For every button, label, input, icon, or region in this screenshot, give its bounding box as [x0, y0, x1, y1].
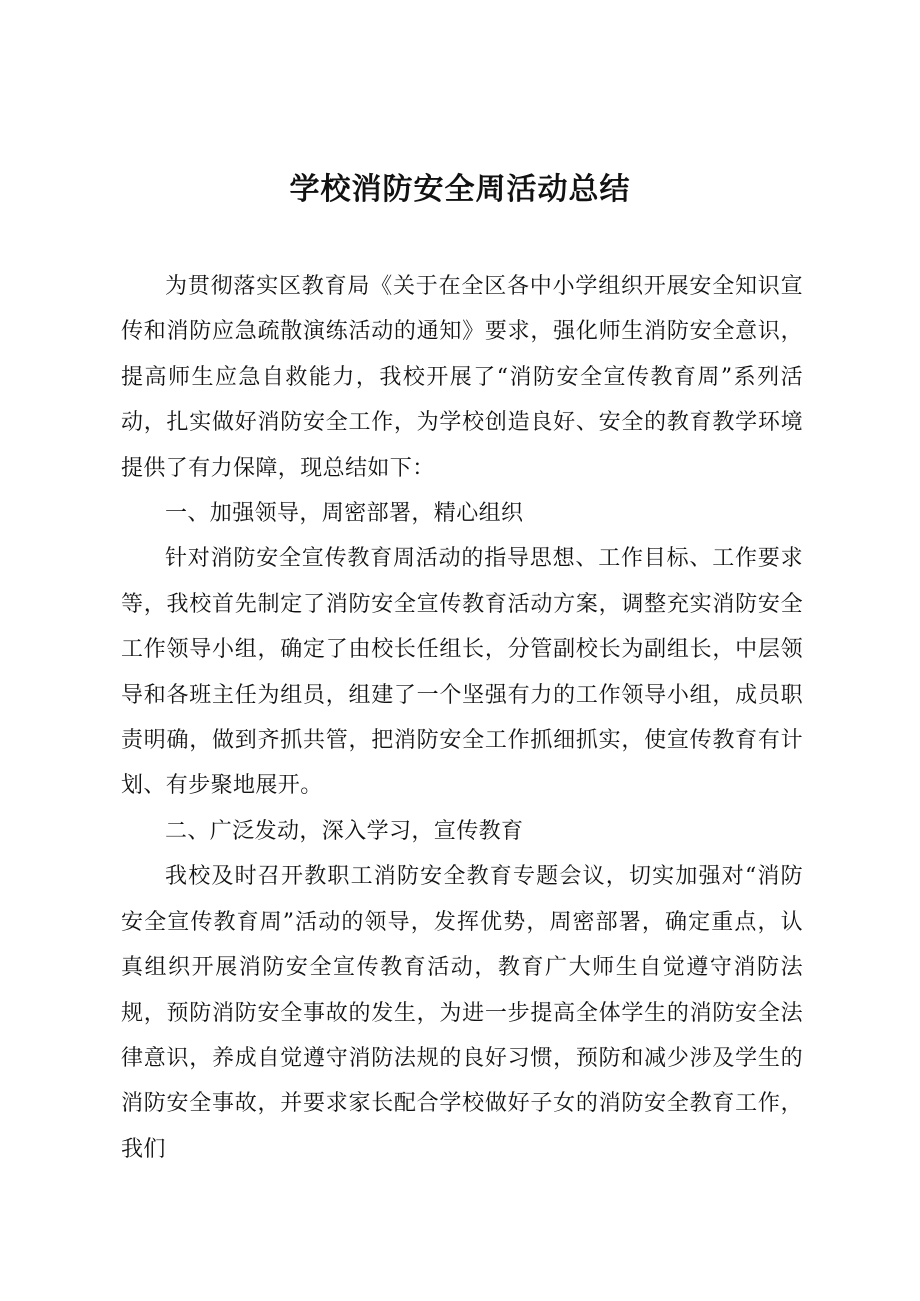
paragraph-section-1: 针对消防安全宣传教育周活动的指导思想、工作目标、工作要求等，我校首先制定了消防安全宣传教育活动方案，调整充实消防安全工作领导小组，确定了由校长任组长，分管副校长为副组长，中层领导和各班主任为组员，组建了一个坚强有力的工作领导小组，成员职责明确，做到齐抓共管，把消防安全工作抓细抓实，使宣传教育有计划、有步聚地展开。: [121, 546, 803, 799]
paragraph-intro: 为贯彻落实区教育局《关于在全区各中小学组织开展安全知识宣传和消防应急疏散演练活动的通知》要求，强化师生消防安全意识，提高师生应急自救能力，我校开展了“消防安全宣传教育周”系列活动，扎实做好消防安全工作，为学校创造良好、安全的教育教学环境提供了有力保障，现总结如下：: [121, 274, 803, 481]
page-title: 学校消防安全周活动总结: [289, 172, 631, 207]
paragraph-section-2: 我校及时召开教职工消防安全教育专题会议，切实加强对“消防安全宣传教育周”活动的领导，发挥优势，周密部署，确定重点，认真组织开展消防安全宣传教育活动，教育广大师生自觉遵守消防法规，预防消防安全事故的发生，为进一步提高全体学生的消防安全法律意识，养成自觉遵守消防法规的良好习惯，预防和减少涉及学生的消防安全事故，并要求家长配合学校做好子女的消防安全教育工作，我们: [121, 864, 803, 1162]
document-body: [121, 264, 803, 1172]
section-heading-1: 一、加强领导，周密部署，精心组织: [165, 501, 524, 527]
section-heading-2: 二、广泛发动，深入学习，宣传教育: [165, 818, 524, 844]
